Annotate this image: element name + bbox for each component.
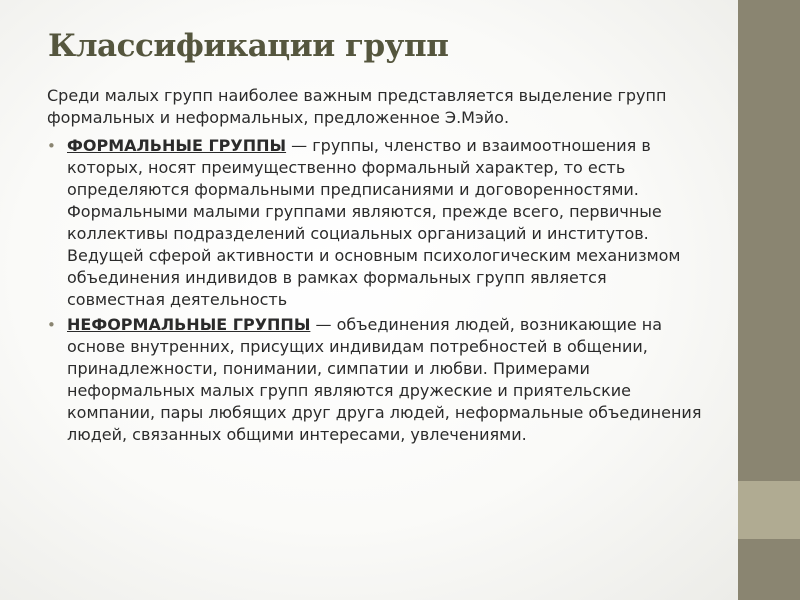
- side-band-accent: [738, 481, 800, 539]
- bullet-icon: •: [47, 316, 56, 334]
- slide-body: [47, 85, 707, 449]
- bullet-list: [47, 135, 707, 446]
- definition-formal-groups: — группы, членство и взаимоотношения в которых, носят преимущественно формальный характер, то есть определяются формальными предписаниями и договоренностями. Формальными малыми группами являются, прежде всего, первичные коллективы подразделений социальных организаций и институтов. Ведущей сферой активности и основным психологическим механизмом объединения индивидов в рамках формальных групп является совместная деятельность: [67, 136, 681, 309]
- slide-title: Классификации групп: [48, 28, 449, 64]
- bullet-icon: •: [47, 137, 56, 155]
- definition-informal-groups: — объединения людей, возникающие на основе внутренних, присущих индивидам потребностей в общении, принадлежности, понимании, симпатии и любви. Примерами неформальных малых групп являются дружеские и приятельские компании, пары любящих друг друга людей, неформальные объединения людей, связанных общими интересами, увлечениями.: [67, 315, 702, 444]
- term-formal-groups: ФОРМАЛЬНЫЕ ГРУППЫ: [67, 136, 287, 155]
- bullet-item-informal-groups: [47, 314, 707, 446]
- decorative-side-band: [738, 0, 800, 600]
- intro-paragraph: Среди малых групп наиболее важным представляется выделение групп формальных и неформальных, предложенное Э.Мэйо.: [47, 86, 667, 127]
- bullet-item-formal-groups: [47, 135, 707, 311]
- term-informal-groups: НЕФОРМАЛЬНЫЕ ГРУППЫ: [67, 315, 311, 334]
